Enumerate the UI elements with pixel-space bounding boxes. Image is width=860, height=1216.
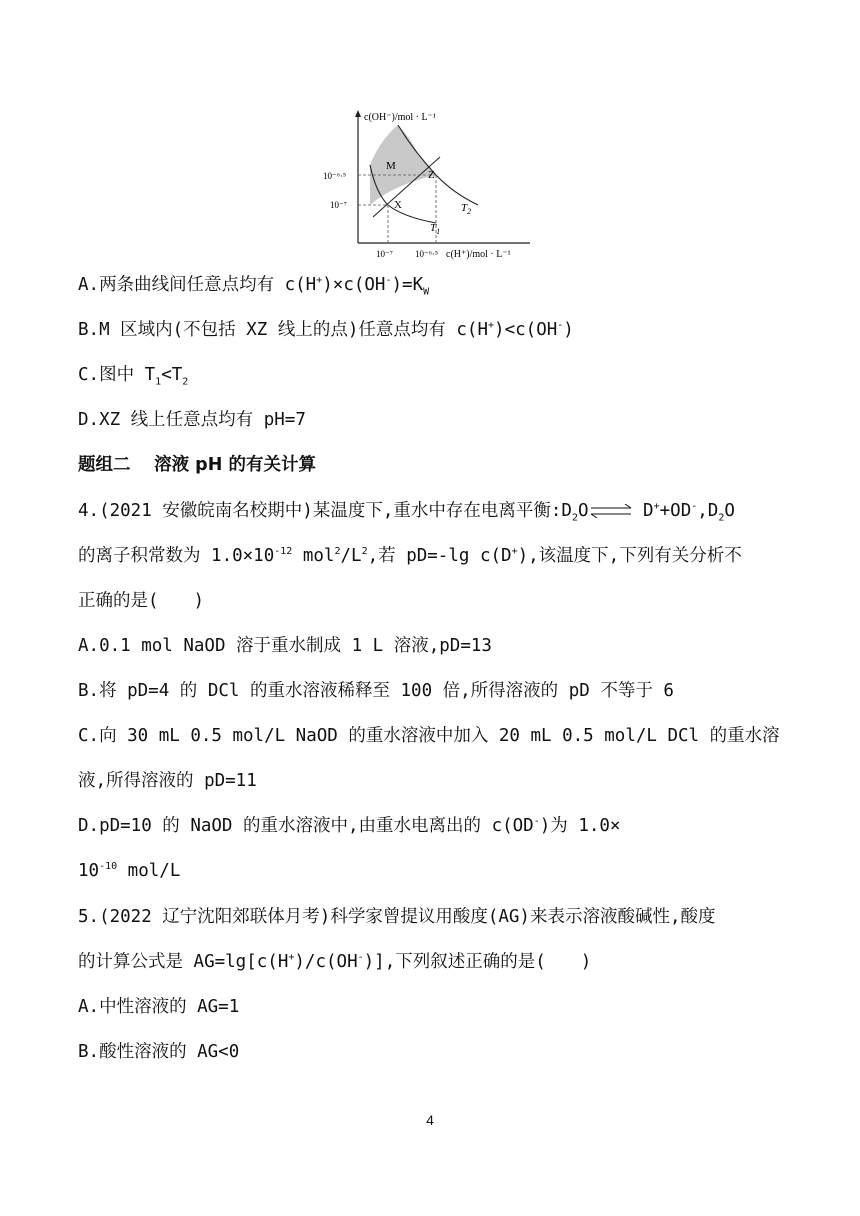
q3-option-c: C.图中 $T_1<T_2$ [78, 365, 189, 388]
water-ion-product-diagram [318, 105, 548, 260]
equilibrium-arrow-icon [589, 504, 633, 518]
q4-line-1: 4.(2021 安徽皖南名校期中)某温度下,重水中存在电离平衡$:D_2O$ $D^++OD^-,D_2O$ [78, 501, 735, 524]
q4-option-d-line-1: D.pD=10 的 NaOD 的重水溶液中,由重水电离出的 c(OD-)为 1.0× [78, 816, 621, 836]
label-m: M [386, 160, 396, 172]
y-axis-arrow [355, 110, 361, 117]
y-tick-7: 10⁻⁷ [330, 200, 347, 210]
label-x: X [394, 199, 402, 211]
q4-option-c-line-2: 液,所得溶液的 pD=11 [78, 771, 257, 791]
q4-option-a: A.0.1 mol NaOD 溶于重水制成 1 L 溶液,pD=13 [78, 636, 492, 656]
q3-option-b: B.M 区域内(不包括 XZ 线上的点)任意点均有 c(H+)<c(OH-) [78, 320, 574, 340]
x-axis-label: c(H⁺)/mol · L⁻¹ [446, 249, 511, 260]
label-t1: $T_1$ [430, 222, 441, 236]
section-heading: 题组二 溶液 pH 的有关计算 [78, 455, 316, 475]
x-tick-65: 10⁻⁶·⁵ [415, 249, 439, 259]
y-axis-label: c(OH⁻)/mol · L⁻¹ [364, 112, 436, 123]
q5-line-2: 的计算公式是 AG=lg[c(H+)/c(OH-)],下列叙述正确的是( ) [78, 952, 592, 972]
q4-option-d-line-2: $10^{-10}$ mol/L [78, 861, 181, 881]
label-z: Z [428, 169, 435, 181]
q4-option-b: B.将 pD=4 的 DCl 的重水溶液稀释至 100 倍,所得溶液的 pD 不等于 6 [78, 681, 674, 701]
q3-option-a: A.两条曲线间任意点均有 $c(H^+)\times c(OH^-)=K_W$ [78, 275, 430, 298]
q5-line-1: 5.(2022 辽宁沈阳郊联体月考)科学家曾提议用酸度(AG)来表示溶液酸碱性,酸度 [78, 907, 716, 927]
q3-option-d: D.XZ 线上任意点均有 pH=7 [78, 410, 306, 430]
y-tick-65: 10⁻⁶·⁵ [323, 171, 347, 181]
x-tick-7: 10⁻⁷ [376, 249, 393, 259]
q4-line-2: 的离子积常数为 $1.0\times 10^{-12}$ $mol^2/L^2$,若 pD=-lg c(D+),该温度下,下列有关分析不 [78, 546, 742, 566]
q5-option-b: B.酸性溶液的 AG<0 [78, 1042, 240, 1062]
q4-line-3: 正确的是( ) [78, 591, 205, 611]
page-number: 4 [426, 1112, 434, 1128]
q5-option-a: A.中性溶液的 AG=1 [78, 997, 240, 1017]
label-t2: $T_2$ [461, 202, 472, 216]
q4-option-c-line-1: C.向 30 mL 0.5 mol/L NaOD 的重水溶液中加入 20 mL 0.5 mol/L DCl 的重水溶 [78, 726, 780, 746]
